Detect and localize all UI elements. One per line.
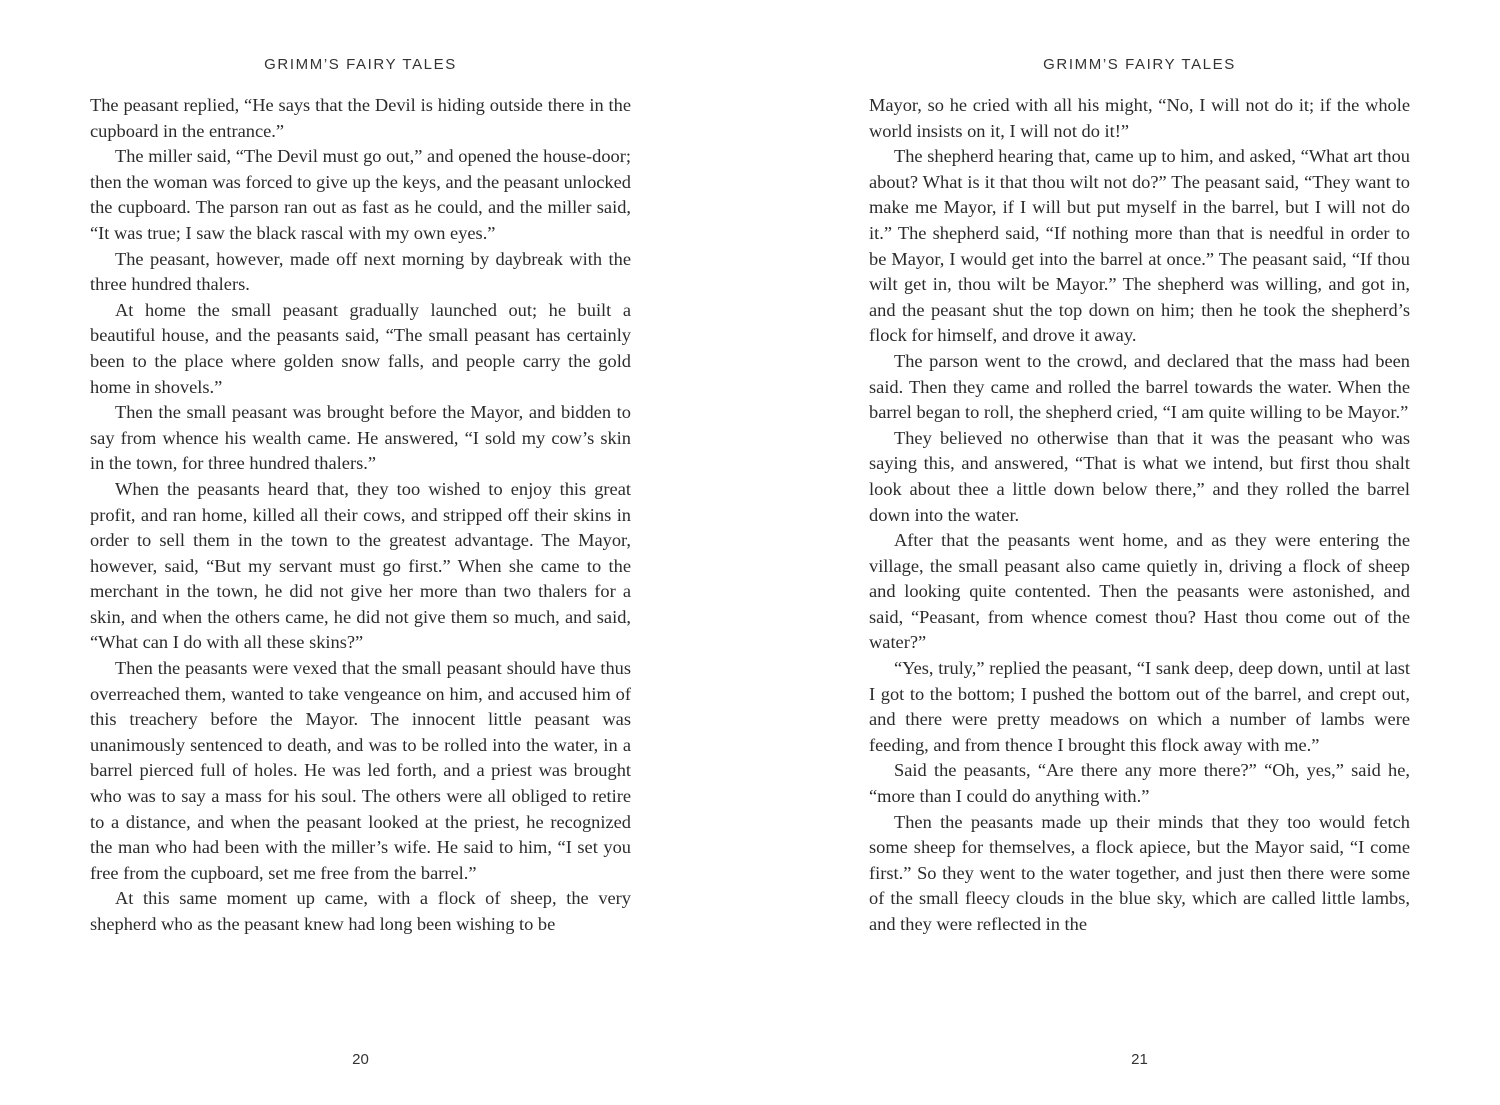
paragraph: Then the peasants made up their minds that they too would fetch some sheep for themselves, a flock apiece, but the Mayor said, “I come first.” So they went to the water together, and just then there were some of the small fleecy clouds in the blue sky, which are called little lambs, and they were reflected in the (869, 811, 1410, 934)
paragraph: After that the peasants went home, and as they were entering the village, the small peasant also came quietly in, driving a flock of sheep and looking quite contented. Then the peasants were astonished, and said, “Peasant, from whence comest thou? Hast thou come out of the water?” (869, 530, 1410, 653)
paragraph: When the peasants heard that, they too wished to enjoy this great profit, and ran home, killed all their cows, and stripped off their skins in order to sell them in the town to the greatest advantage. The Mayor, however, said, “But my servant must go first.” When she came to the merchant in the town, he did not give her more than two thalers for a skin, and when the others came, he did not give them so much, and said, “What can I do with all these skins?” (90, 478, 631, 653)
paragraph: They believed no otherwise than that it was the peasant who was saying this, and answered, “That is what we intend, but first thou shalt look about thee a little down below there,” and they rolled the barrel down into the water. (869, 427, 1410, 525)
page-number: 20 (352, 1051, 369, 1068)
running-head: GRIMM’S FAIRY TALES (1043, 56, 1236, 73)
paragraph: At home the small peasant gradually launched out; he built a beautiful house, and the peasants said, “The small peasant has certainly been to the place where golden snow falls, and people carry the gold home in shovels.” (90, 299, 631, 397)
paragraph: The peasant, however, made off next morning by daybreak with the three hundred thalers. (90, 248, 631, 295)
right-page (869, 0, 1410, 1105)
paragraph: Then the small peasant was brought before the Mayor, and bidden to say from whence his wealth came. He answered, “I sold my cow’s skin in the town, for three hundred thalers.” (90, 402, 631, 474)
paragraph: The parson went to the crowd, and declared that the mass had been said. Then they came and rolled the barrel towards the water. When the barrel began to roll, the shepherd cried, “I am quite willing to be Mayor.” (869, 350, 1410, 423)
paragraph: The shepherd hearing that, came up to him, and asked, “What art thou about? What is it that thou wilt not do?” The peasant said, “They want to make me Mayor, if I will but put myself in the barrel, but I will not do it.” The shepherd said, “If nothing more than that is needful in order to be Mayor, I would get into the barrel at once.” The peasant said, “If thou wilt get in, thou wilt be Mayor.” The shepherd was willing, and got in, and the peasant shut the top down on him; then he took the shepherd’s flock for himself, and drove it away. (869, 146, 1410, 346)
paragraph: Mayor, so he cried with all his might, “No, I will not do it; if the whole world insists on it, I will not do it!” (869, 95, 1410, 141)
paragraph: At this same moment up came, with a flock of sheep, the very shepherd who as the peasant knew had long been wishing to be (90, 888, 631, 934)
left-page (90, 0, 631, 1105)
paragraph: Said the peasants, “Are there any more there?” “Oh, yes,” said he, “more than I could do anything with.” (869, 760, 1410, 807)
paragraph: “Yes, truly,” replied the peasant, “I sank deep, deep down, until at last I got to the bottom; I pushed the bottom out of the barrel, and crept out, and there were pretty meadows on which a number of lambs were feeding, and from thence I brought this flock away with me.” (869, 658, 1410, 755)
paragraph: Then the peasants were vexed that the small peasant should have thus overreached them, wanted to take vengeance on him, and accused him of this treachery before the Mayor. The innocent little peasant was unanimously sentenced to death, and was to be rolled into the water, in a barrel pierced full of holes. He was led forth, and a priest was brought who was to say a mass for his soul. The others were all obliged to retire to a distance, and when the peasant looked at the priest, he recognized the man who had been with the miller’s wife. He said to him, “I set you free from the cupboard, set me free from the barrel.” (90, 658, 631, 883)
paragraph: The peasant replied, “He says that the Devil is hiding outside there in the cupboard in the entrance.” (90, 95, 631, 141)
page-body (90, 93, 631, 1025)
running-head: GRIMM’S FAIRY TALES (264, 56, 457, 73)
paragraph: The miller said, “The Devil must go out,” and opened the house-door; then the woman was forced to give up the keys, and the peasant unlocked the cupboard. The parson ran out as fast as he could, and the miller said, “It was true; I saw the black rascal with my own eyes.” (90, 146, 631, 243)
page-number: 21 (1131, 1051, 1148, 1068)
page-body (869, 93, 1410, 1025)
